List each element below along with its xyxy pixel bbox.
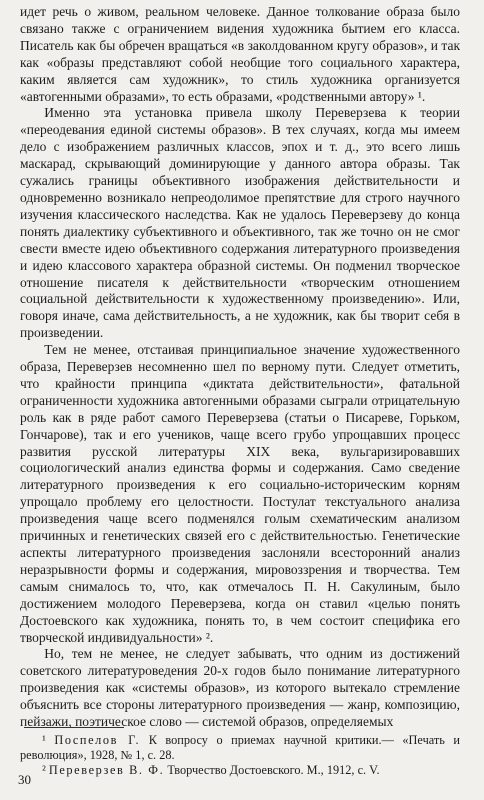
footnotes — [20, 733, 460, 778]
paragraph: идет речь о живом, реальном человеке. Данное толкование образа было связано также с ограничением видения художника бытием его класса. Писатель как бы обречен вращаться «в заколдованном кругу образов», и так как «образы представляют собой необщие того социального характера, каким является сам художник», то стиль художника организуется «автогенными образами», то есть образами, «родственными автору» ¹. — [20, 4, 460, 104]
footnote-marker: ¹ — [42, 733, 46, 747]
paragraph: Именно эта установка привела школу Переверзева к теории «переодевания единой системы образов». В тех случаях, когда мы имеем дело с изображением различных классов, эпох и т. д., это всего лишь маскарад, скрывающий доминирующие у данного автора образы. Так сужались границы объективного изображения действительности и одновременно возникало непреодолимое препятствие для строго научного изучения классического наследства. Как не удалось Переверзеву до конца понять диалектику субъективного и объективного, так же точно он не смог свести вместе идею объективного содержания литературного произведения и идею классового характера образной системы. Он подменил творческое отношение писателя к действительности «творческим отношением социальной действительности к художественному произведению». Или, говоря иначе, сама действительность, а не художник, как бы творит себя в произведении. — [20, 105, 460, 341]
body-text — [20, 4, 460, 731]
footnote-text: Творчество Достоевского. М., 1912, с. V. — [164, 763, 380, 777]
footnote-author: Переверзев В. Ф. — [48, 763, 165, 777]
footnote-text: К вопросу о приемах научной критики.— «Печать и революция», 1928, № 1, с. 28. — [20, 733, 460, 762]
footnote — [20, 733, 460, 763]
paragraph: Но, тем не менее, не следует забывать, что одним из достижений советского литературоведения 20-х годов было понимание литературного произведения как «системы образов», из которого вытекало стремление объяснить все стороны литературного произведения — жанр, композицию, пейзажи, поэтическое слово — системой образов, определяемых — [20, 646, 460, 730]
footnote-author: Поспелов Г. — [54, 733, 141, 747]
page-number: 30 — [18, 772, 31, 787]
paragraph: Тем не менее, отстаивая принципиальное значение художественного образа, Переверзев несомненно шел по верному пути. Следует отметить, что крайности принципа «диктата действительности», фатальной ограниченности художника автогенными образами сыграли отрицательную роль как в ряде работ самого Переверзева (статьи о Писареве, Горьком, Гончарове), так и его учеников, чаще всего грубо упрощавших процесс развития русской литературы XIX века, вульгаризировавших социологический анализ единства формы и содержания. Само сведение литературного произведения к его социально-историческим корням упрощало проблему его целостности. Постулат текстуального анализа произведения чаще всего подменялся голым схематическим анализом причинных и генетических связей его с действительностью. Генетические аспекты литературного произведения заслоняли всесторонний анализ неразрывности формы и содержания, мировоззрения и творчества. Тем самым снималось то, что, как отмечалось П. Н. Сакулиным, было достижением молодого Переверзева, когда он ставил «целью понять Достоевского как художника, понять то, в чем состоит специфика его творческой индивидуальности» ². — [20, 342, 460, 645]
footnote-separator — [24, 727, 124, 728]
footnote-marker: ² — [42, 763, 46, 777]
footnote — [20, 763, 460, 778]
